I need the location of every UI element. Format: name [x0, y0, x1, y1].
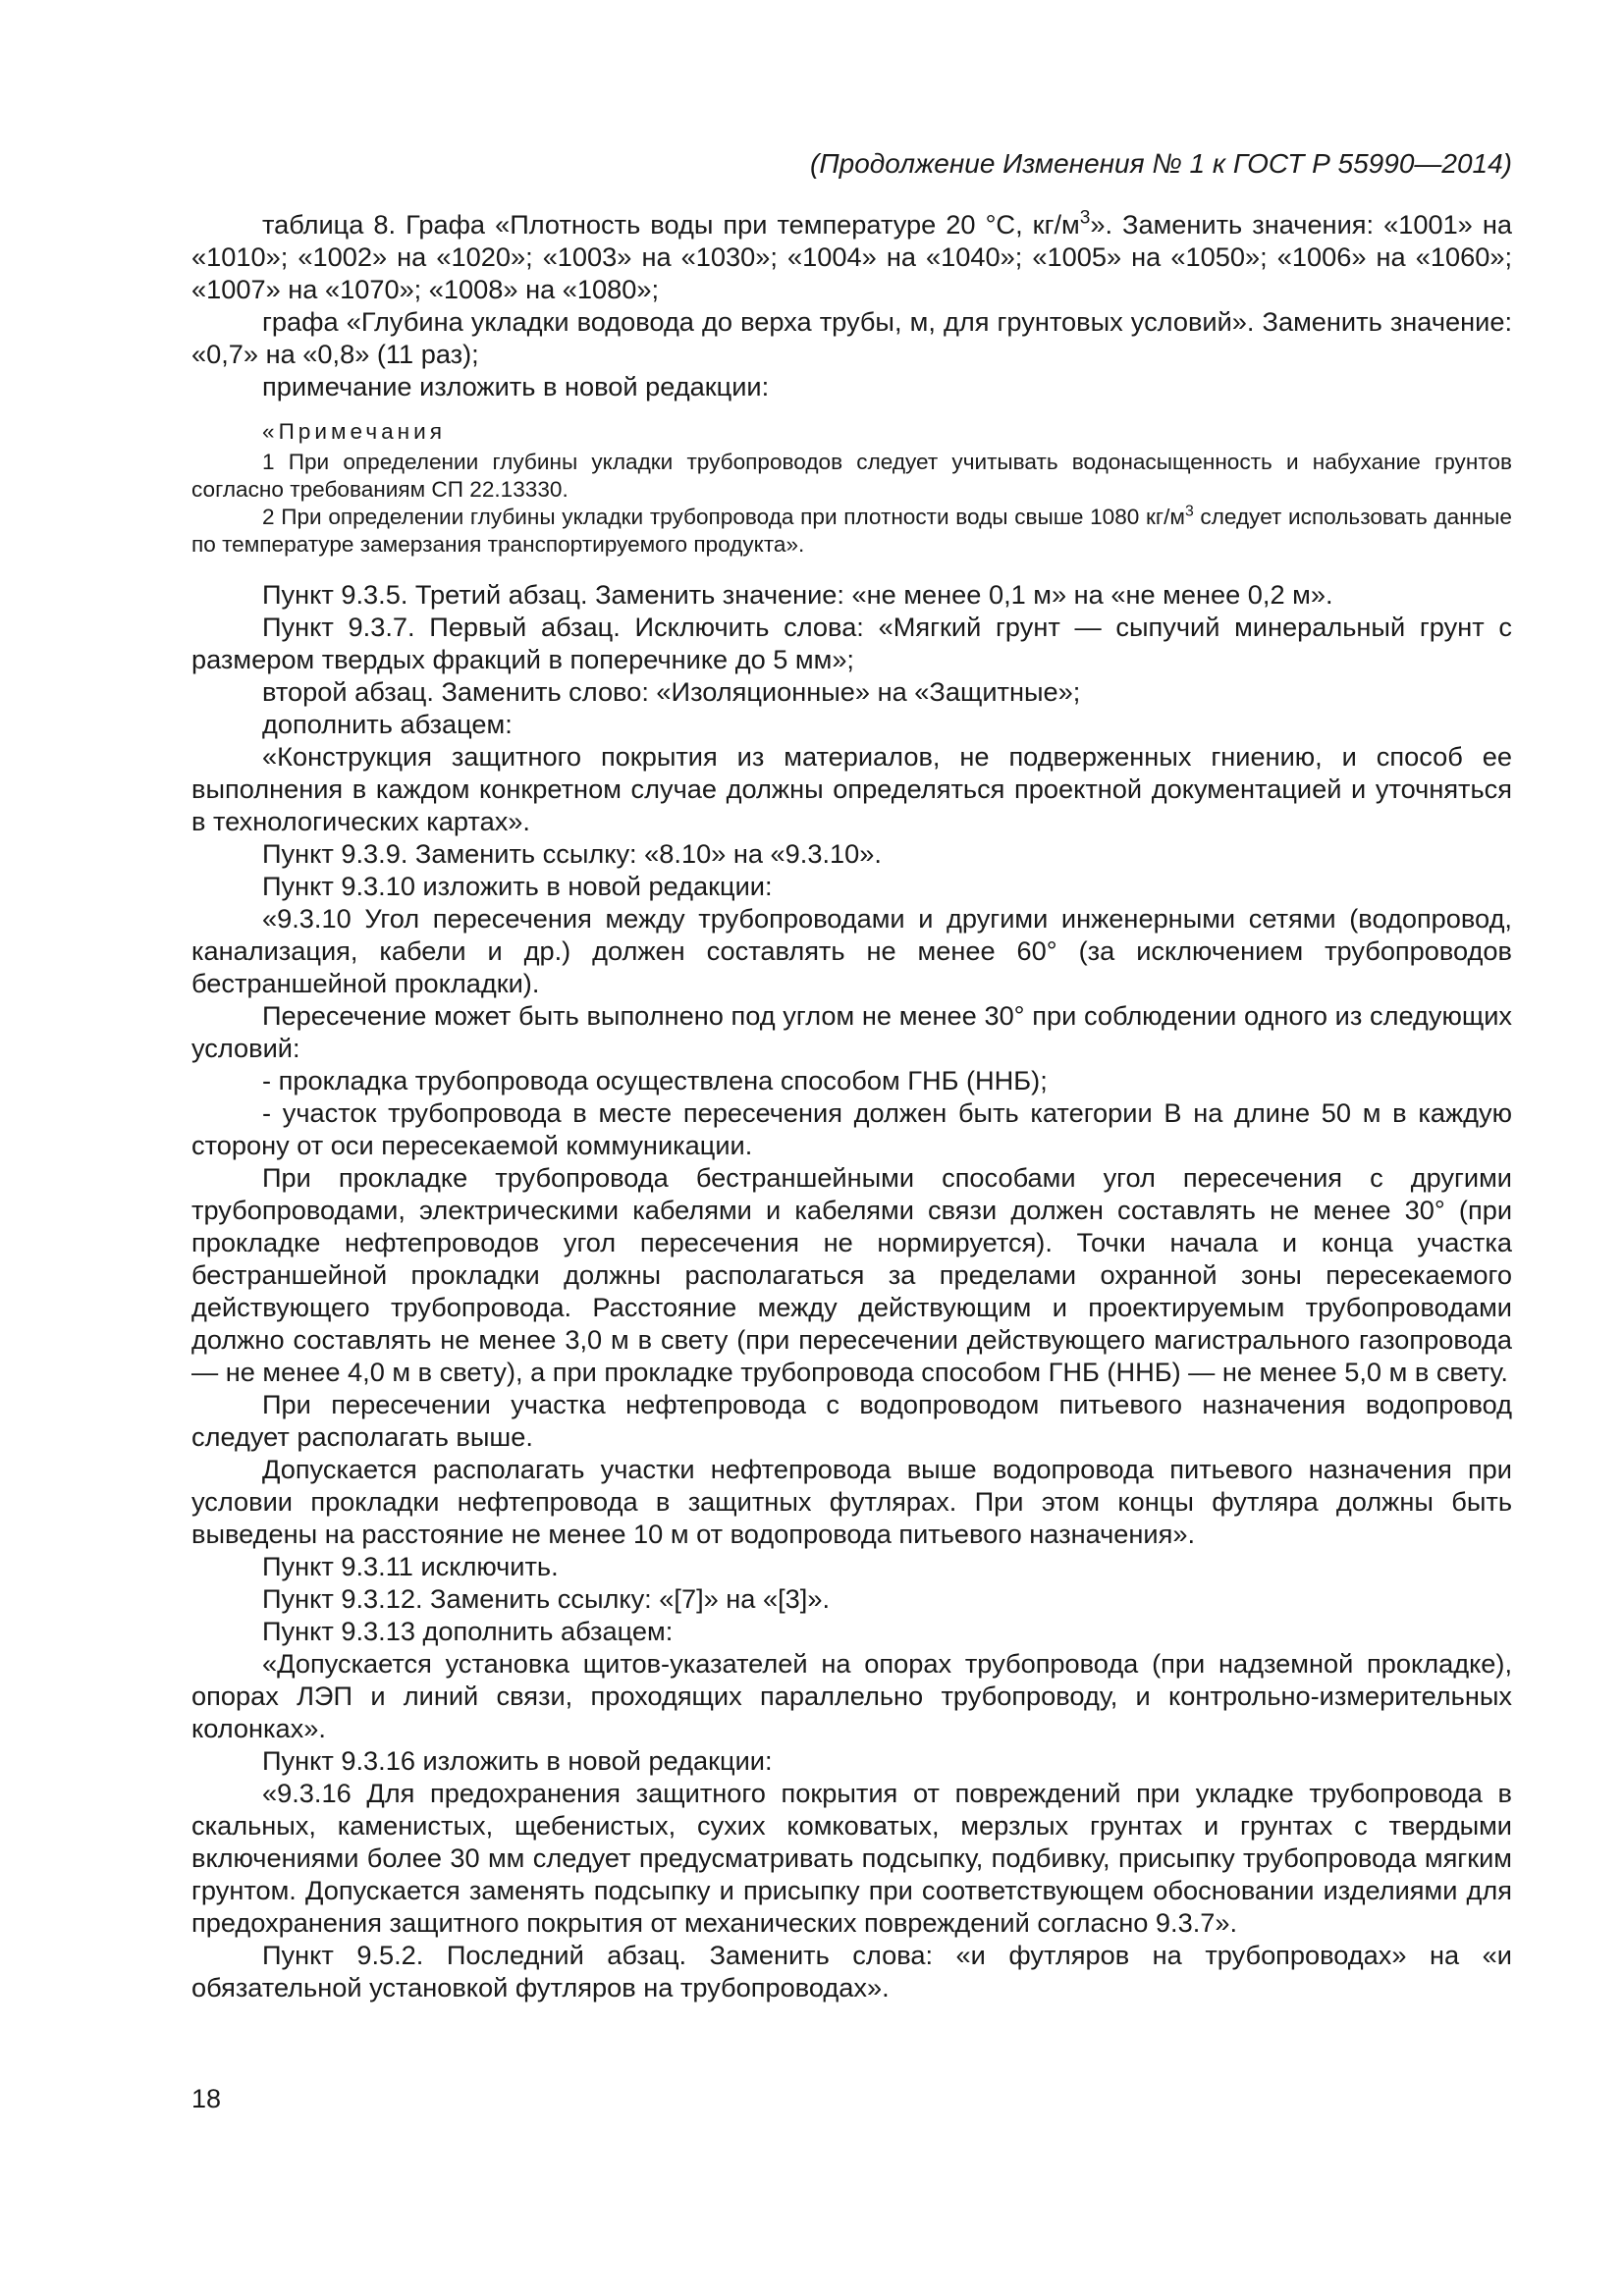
note-text: следует использовать данные по температуре замерзания транспортируемого продукта». — [191, 505, 1512, 557]
paragraph: Пункт 9.3.9. Заменить ссылку: «8.10» на «9.3.10». — [262, 838, 882, 869]
paragraph: Пункт 9.3.13 дополнить абзацем: — [262, 1616, 674, 1646]
paragraph: Пункт 9.5.2. Последний абзац. Заменить слова: «и футляров на трубопроводах» на «и обязательной установкой футляров на трубопроводах». — [191, 1940, 1512, 2002]
paragraph: Пункт 9.3.10 изложить в новой редакции: — [262, 871, 773, 901]
paragraph: Допускается располагать участки нефтепровода выше водопровода питьевого назначения при условии прокладки нефтепровода в защитных футлярах. При этом концы футляра должны быть выведены на расстояние не менее 10 м от водопровода питьевого назначения». — [191, 1454, 1512, 1549]
paragraph: Пункт 9.3.12. Заменить ссылку: «[7]» на «[3]». — [262, 1583, 831, 1614]
notes-heading: «Примечания — [262, 419, 447, 444]
paragraph-table-8 — [191, 208, 1512, 305]
paragraph-text: ». Заменить значения: «1001» на «1010»; «1002» на «1020»; «1003» на «1030»; «1004» на «1040»; «1005» на «1050»; «1006» на «1060»; «1007» на «1070»; «1008» на «1080»; — [191, 209, 1512, 304]
running-title: (Продолжение Изменения № 1 к ГОСТ Р 55990—2014) — [810, 148, 1512, 179]
paragraph: «Допускается установка щитов-указателей на опорах трубопровода (при надземной прокладке), опорах ЛЭП и линий связи, проходящих параллельно трубопроводу, и контрольно-измерительных колонках». — [191, 1648, 1512, 1743]
paragraph: графа «Глубина укладки водовода до верха трубы, м, для грунтовых условий». Заменить значение: «0,7» на «0,8» (11 раз); — [191, 306, 1512, 369]
paragraph: Пункт 9.3.5. Третий абзац. Заменить значение: «не менее 0,1 м» на «не менее 0,2 м». — [262, 579, 1333, 610]
document-body — [191, 208, 1512, 2003]
paragraph: второй абзац. Заменить слово: «Изоляционные» на «Защитные»; — [262, 676, 1081, 707]
paragraph: «9.3.16 Для предохранения защитного покрытия от повреждений при укладке трубопровода в скальных, каменистых, щебенистых, сухих комковатых, мерзлых грунтах и грунтах с твердыми включениями более 30 мм следует предусматривать подсыпку, подбивку, присыпку трубопровода мягким грунтом. Допускается заменять подсыпку и присыпку при соответствующем обосновании изделиями для предохранения защитного покрытия от механических повреждений согласно 9.3.7». — [191, 1778, 1512, 1938]
paragraph: «Конструкция защитного покрытия из материалов, не подверженных гниению, и способ ее выполнения в каждом конкретном случае должны определяться проектной документацией и уточняться в технологических картах». — [191, 741, 1512, 836]
paragraph: «9.3.10 Угол пересечения между трубопроводами и другими инженерными сетями (водопровод, канализация, кабели и др.) должен составлять не менее 60° (за исключением трубопроводов бестраншейной прокладки). — [191, 903, 1512, 998]
paragraph-text: таблица 8. Графа «Плотность воды при температуре 20 °С, кг/м — [262, 209, 1080, 240]
superscript: 3 — [1184, 503, 1194, 520]
paragraph: Пересечение может быть выполнено под углом не менее 30° при соблюдении одного из следующих условий: — [191, 1000, 1512, 1063]
paragraph: дополнить абзацем: — [262, 709, 513, 739]
paragraph: Пункт 9.3.7. Первый абзац. Исключить слова: «Мягкий грунт — сыпучий минеральный грунт с размером твердых фракций в поперечнике до 5 мм»; — [191, 612, 1512, 674]
page-number: 18 — [191, 2084, 222, 2113]
paragraph: Пункт 9.3.16 изложить в новой редакции: — [262, 1745, 773, 1776]
list-item: - прокладка трубопровода осуществлена способом ГНБ (ННБ); — [262, 1065, 1048, 1095]
note-text: 2 При определении глубины укладки трубопровода при плотности воды свыше 1080 кг/м — [262, 505, 1185, 529]
paragraph: При прокладке трубопровода бестраншейными способами угол пересечения с другими трубопроводами, электрическими кабелями и кабелями связи должен составлять не менее 30° (при прокладке нефтепроводов угол пересечения не нормируется). Точки начала и конца участка бестраншейной прокладки должны располагаться за пределами охранной зоны пересекаемого действующего трубопровода. Расстояние между действующим и проектируемым трубопроводами должно составлять не менее 3,0 м в свету (при пересечении действующего магистрального газопровода — не менее 4,0 м в свету), а при прокладке трубопровода способом ГНБ (ННБ) — не менее 5,0 м в свету. — [191, 1162, 1512, 1387]
note-1: 1 При определении глубины укладки трубопроводов следует учитывать водонасыщенность и набухание грунтов согласно требованиям СП 22.13330. — [191, 450, 1512, 502]
paragraph: примечание изложить в новой редакции: — [262, 371, 770, 401]
notes-block — [191, 418, 1512, 559]
paragraph: Пункт 9.3.11 исключить. — [262, 1551, 559, 1581]
paragraph: При пересечении участка нефтепровода с водопроводом питьевого назначения водопровод следует располагать выше. — [191, 1389, 1512, 1452]
note-2 — [191, 504, 1512, 559]
list-item: - участок трубопровода в месте пересечения должен быть категории В на длине 50 м в каждую сторону от оси пересекаемой коммуникации. — [191, 1097, 1512, 1160]
superscript: 3 — [1079, 207, 1091, 229]
